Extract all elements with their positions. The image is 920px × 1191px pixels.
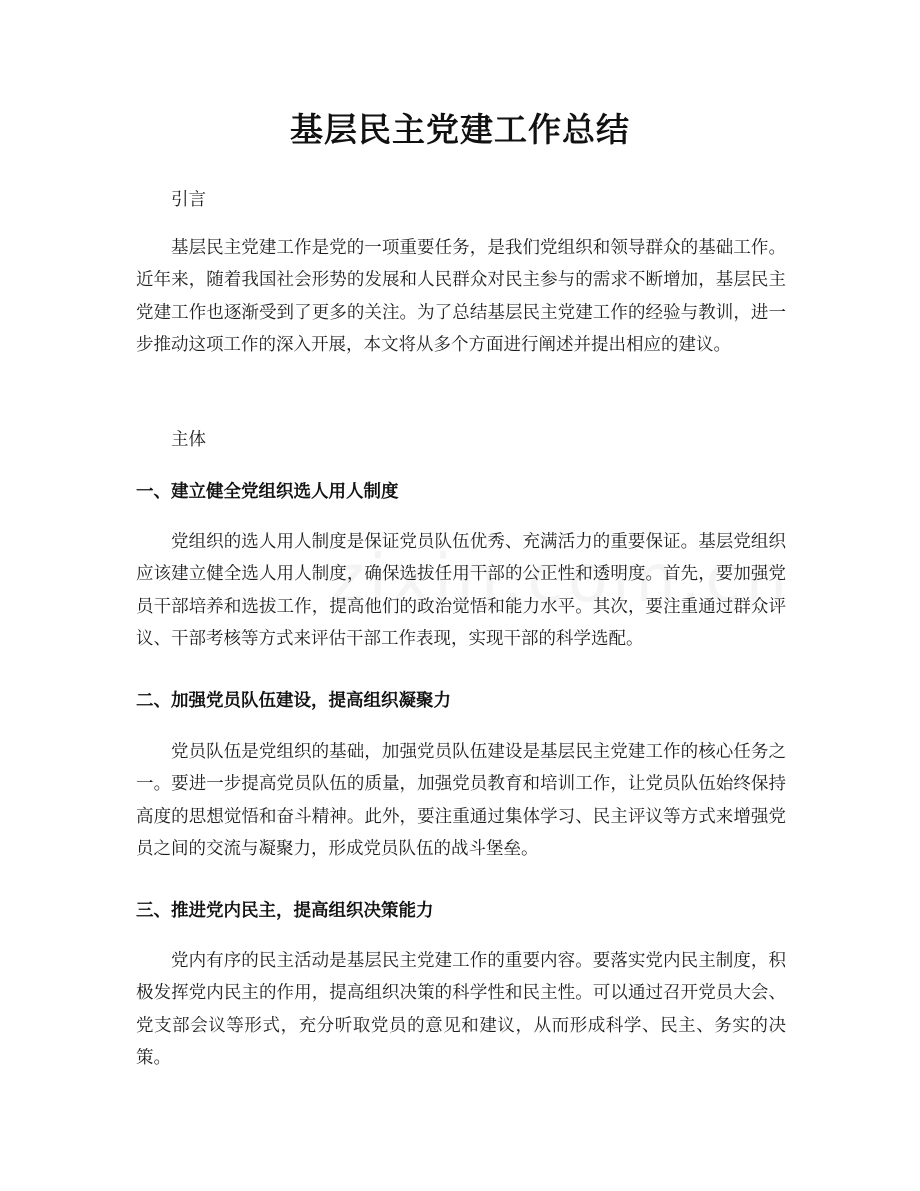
section-2-heading: 二、加强党员队伍建设，提高组织凝聚力 [136, 691, 451, 711]
section-2-paragraph: 党员队伍是党组织的基础，加强党员队伍建设是基层民主党建工作的核心任务之一。要进一步提高党员队伍的质量，加强党员教育和培训工作，让党员队伍始终保持高度的思想觉悟和奋斗精神。此外，要注重通过集体学习、民主评议等方式来增强党员之间的交流与凝聚力，形成党员队伍的战斗堡垒。 [136, 742, 786, 859]
section-2-paragraph-block [136, 736, 786, 865]
intro-label: 引言 [171, 190, 206, 210]
intro-paragraph-block [136, 232, 786, 361]
section-1-paragraph: 党组织的选人用人制度是保证党员队伍优秀、充满活力的重要保证。基层党组织应该建立健全选人用人制度，确保选拔任用干部的公正性和透明度。首先，要加强党员干部培养和选拔工作，提高他们的政治觉悟和能力水平。其次，要注重通过群众评议、干部考核等方式来评估干部工作表现，实现干部的科学选配。 [136, 532, 786, 649]
body-label: 主体 [171, 430, 206, 450]
section-3-paragraph: 党内有序的民主活动是基层民主党建工作的重要内容。要落实党内民主制度，积极发挥党内民主的作用，提高组织决策的科学性和民主性。可以通过召开党员大会、党支部会议等形式，充分听取党员的意见和建议，从而形成科学、民主、务实的决策。 [136, 951, 786, 1068]
section-3-heading: 三、推进党内民主，提高组织决策能力 [136, 901, 434, 921]
page-title: 基层民主党建工作总结 [290, 110, 630, 149]
section-1-paragraph-block [136, 526, 786, 655]
body-label-block [136, 424, 786, 456]
intro-paragraph: 基层民主党建工作是党的一项重要任务，是我们党组织和领导群众的基础工作。近年来，随着我国社会形势的发展和人民群众对民主参与的需求不断增加，基层民主党建工作也逐渐受到了更多的关注。为了总结基层民主党建工作的经验与教训，进一步推动这项工作的深入开展，本文将从多个方面进行阐述并提出相应的建议。 [136, 238, 786, 355]
intro-label-block [136, 184, 786, 216]
section-1-heading: 一、建立健全党组织选人用人制度 [136, 482, 399, 502]
section-3-paragraph-block [136, 945, 786, 1074]
